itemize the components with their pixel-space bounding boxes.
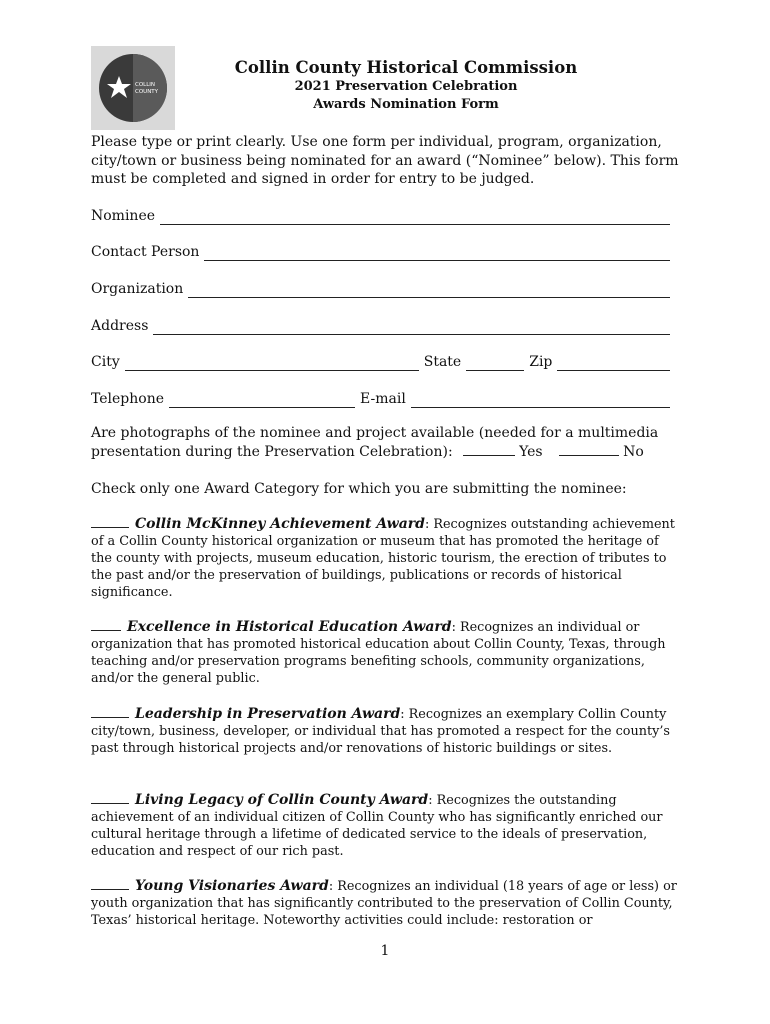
address-label: Address	[91, 318, 149, 334]
award-description: : Recognizes the outstanding achievement of an individual citizen of Collin County who has significantly enriched our cultural heritage through a lifetime of dedicated service to the ideals of preservation, education and respect of our rich past.	[91, 793, 663, 859]
category-instruction: Check only one Award Category for which you are submitting the nominee:	[91, 481, 627, 497]
nominee-input-line[interactable]	[160, 210, 670, 225]
telephone-input-line[interactable]	[169, 393, 355, 408]
city-label: City	[91, 354, 120, 370]
organization-row	[91, 278, 675, 298]
organization-label: Organization	[91, 281, 184, 297]
state-input-line[interactable]	[466, 356, 524, 371]
award-name: Collin McKinney Achievement Award	[135, 516, 425, 532]
nominee-row	[91, 205, 675, 225]
zip-label: Zip	[529, 354, 553, 370]
award-description: : Recognizes an individual or organization that has promoted historical education about Collin County, Texas, through teaching and/or preservation programs benefiting schools, community organizations, and/or the general public.	[91, 620, 666, 686]
page-number: 1	[380, 943, 390, 959]
nominee-label: Nominee	[91, 208, 156, 224]
award-item	[91, 516, 683, 601]
award-name: Excellence in Historical Education Award	[127, 619, 452, 635]
award-item	[91, 792, 683, 860]
award-description: : Recognizes outstanding achievement of a Collin County historical organization or museum that has promoted the heritage of the county with projects, museum education, historic tourism, the erection of tributes to the past and/or the preservation of buildings, publications or records of historical significance.	[91, 517, 675, 600]
contact-label: Contact Person	[91, 244, 200, 260]
photos-yes-blank[interactable]	[463, 443, 515, 456]
logo-text-line1: COLLIN	[135, 82, 156, 88]
photos-question	[91, 424, 683, 461]
city-input-line[interactable]	[125, 356, 419, 371]
photos-question-text: Are photographs of the nominee and project available (needed for a multimedia presentation during the Preservation Celebration):	[91, 425, 659, 460]
award-description: : Recognizes an individual (18 years of age or less) or youth organization that has significantly contributed to the preservation of Collin County, Texas’ historical heritage. Noteworthy activities could include: restoration or	[91, 879, 677, 928]
award-description: : Recognizes an exemplary Collin County city/town, business, developer, or individual that has promoted a respect for the county’s past through historical projects and/or renovations of historic buildings or sites.	[91, 707, 670, 756]
award-name: Leadership in Preservation Award	[135, 706, 401, 722]
email-label: E-mail	[360, 391, 406, 407]
award-name: Young Visionaries Award	[135, 878, 329, 894]
intro-text: Please type or print clearly. Use one form per individual, program, organization, city/town or business being nominated for an award (“Nominee” below). This form must be completed and signed in order for entry to be judged.	[91, 134, 679, 187]
email-input-line[interactable]	[411, 393, 670, 408]
contact-row	[91, 241, 675, 261]
state-label: State	[423, 354, 462, 370]
photos-no-blank[interactable]	[559, 443, 619, 456]
award-item	[91, 878, 683, 929]
organization-input-line[interactable]	[188, 283, 670, 298]
award-checkbox-blank[interactable]	[91, 516, 129, 528]
logo-text-line2: COUNTY	[135, 89, 159, 95]
address-input-line[interactable]	[153, 320, 670, 335]
award-item	[91, 706, 683, 757]
award-item	[91, 619, 683, 687]
county-logo	[91, 46, 175, 130]
telephone-label: Telephone	[91, 391, 165, 407]
form-header	[200, 58, 612, 114]
address-row	[91, 315, 675, 335]
city-row	[91, 351, 675, 371]
zip-input-line[interactable]	[557, 356, 670, 371]
photos-no-label: No	[623, 443, 644, 460]
page-subtitle-2: Awards Nomination Form	[313, 97, 499, 112]
telephone-row	[91, 388, 675, 408]
award-checkbox-blank[interactable]	[91, 706, 129, 718]
award-name: Living Legacy of Collin County Award	[135, 792, 429, 808]
photos-yes-label: Yes	[519, 443, 543, 460]
contact-input-line[interactable]	[204, 246, 670, 261]
award-checkbox-blank[interactable]	[91, 619, 121, 631]
page-title: Collin County Historical Commission	[234, 58, 578, 77]
award-checkbox-blank[interactable]	[91, 792, 129, 804]
page-subtitle-1: 2021 Preservation Celebration	[294, 79, 518, 94]
award-checkbox-blank[interactable]	[91, 878, 129, 890]
